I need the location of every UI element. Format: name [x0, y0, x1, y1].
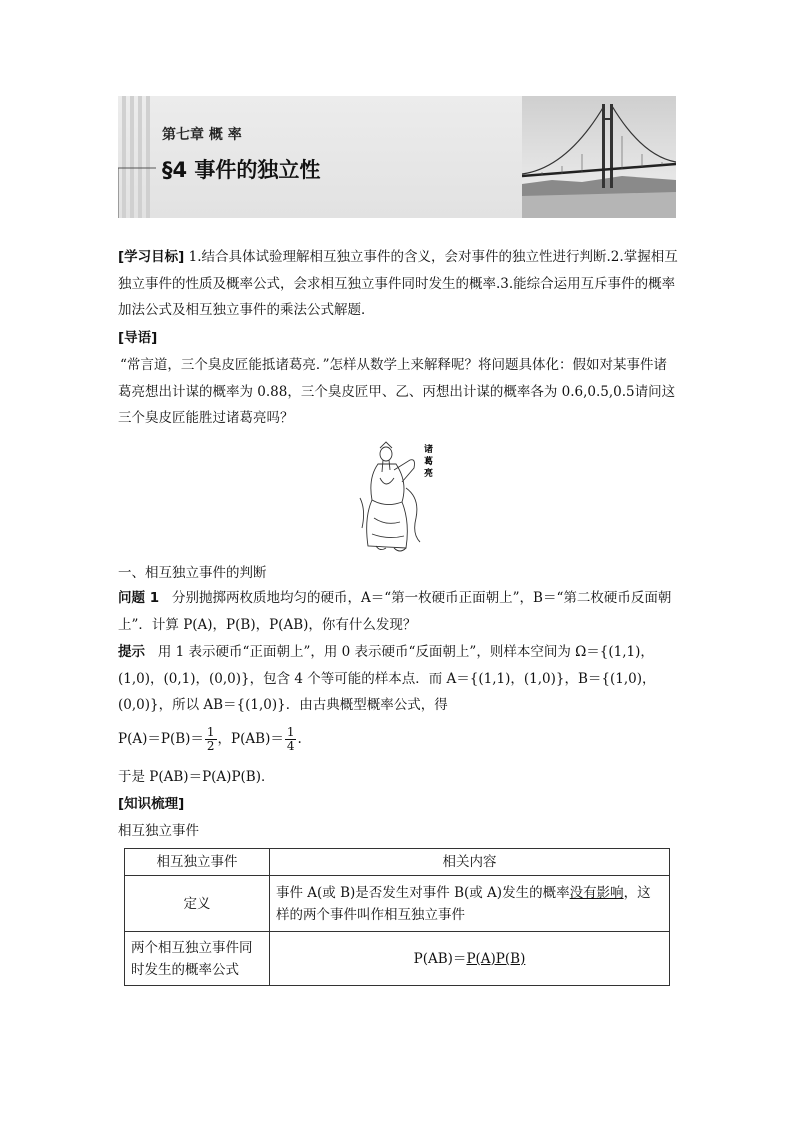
table-row — [125, 876, 670, 932]
chapter-banner — [118, 96, 676, 218]
hint-text: 用 1 表示硬币“正面朝上”，用 0 表示硬币“反面朝上”，则样本空间为 Ω＝{(1,1)，(1,0)，(0,1)，(0,0)}，包含 4 个等可能的样本点．而 A＝{(1,1)，(1,0)}，B＝{(1,0)，(0,0)}，所以 AB＝{(1,0)}．由古典概型概率公式，得 — [118, 644, 656, 713]
question-1 — [118, 585, 678, 638]
definition-underlined: 没有影响 — [569, 884, 624, 901]
knowledge-label-text: [知识梳理] — [118, 796, 185, 812]
probability-formula — [118, 726, 678, 753]
table-row — [125, 932, 670, 986]
frac2-numerator: 1 — [286, 725, 295, 739]
formula-text: P(AB)＝ — [413, 950, 467, 967]
definition-content — [270, 876, 670, 932]
bridge-photo-icon — [522, 96, 676, 218]
table-header-row — [125, 849, 670, 876]
fraction-one-half — [205, 726, 217, 753]
formula-label: 两个相互独立事件同时发生的概率公式 — [125, 932, 270, 986]
frac1-denominator: 2 — [206, 739, 215, 753]
definition-text-end: ，这样的两个事件叫作相互独立事件 — [276, 884, 651, 923]
section-heading: 一、相互独立事件的判断 — [118, 565, 267, 581]
formula-left: P(A)＝P(B)＝ — [118, 731, 204, 747]
definition-text: 事件 A(或 B)是否发生对事件 B(或 A)发生的概率 — [276, 884, 570, 901]
conclusion: 于是 P(AB)＝P(A)P(B)． — [118, 769, 275, 785]
objectives-text: 1.结合具体试验理解相互独立事件的含义，会对事件的独立性进行判断.2.掌握相互独立事件的性质及概率公式，会求相互独立事件同时发生的概率.3.能综合运用互斥事件的概率加法公式及相互独立事件的乘法公式解题． — [118, 249, 678, 318]
learning-objectives — [118, 244, 678, 324]
zhuge-liang-figure-icon — [350, 438, 442, 556]
figure-caption-char3: 亮 — [424, 469, 434, 479]
chapter-label: 第七章 概 率 — [162, 127, 242, 143]
hint-label: 提示 — [118, 644, 145, 660]
knowledge-subtitle: 相互独立事件 — [118, 823, 199, 839]
intro-label-text: [导语] — [118, 330, 158, 346]
frac1-numerator: 1 — [206, 725, 215, 739]
hint — [118, 639, 678, 719]
objectives-label: [学习目标] — [118, 249, 185, 265]
formula-mid: ，P(AB)＝ — [217, 731, 284, 747]
question-text: 分别抛掷两枚质地均匀的硬币，A＝“第一枚硬币正面朝上”，B＝“第二枚硬币反面朝上”．计算 P(A)，P(B)，P(AB)，你有什么发现？ — [118, 590, 672, 633]
independent-events-table — [124, 848, 670, 986]
question-label: 问题 1 — [118, 590, 160, 606]
knowledge-label — [118, 791, 678, 818]
definition-label: 定义 — [125, 876, 270, 932]
formula-underlined: P(A)P(B) — [466, 950, 526, 967]
intro-label — [118, 325, 678, 352]
formula-end: . — [297, 731, 302, 747]
fraction-one-quarter — [285, 726, 297, 753]
figure-caption-char2: 葛 — [424, 457, 434, 467]
section-title: §4 事件的独立性 — [162, 158, 321, 182]
intro-text: “常言道，三个臭皮匠能抵诸葛亮．”怎样从数学上来解释呢？将问题具体化：假如对某事件诸葛亮想出计谋的概率为 0.88，三个臭皮匠甲、乙、丙想出计谋的概率各为 0.6,0.5,0.5请问这三个臭皮匠能胜过诸葛亮吗？ — [118, 357, 676, 426]
table-header-cell: 相互独立事件 — [125, 849, 270, 876]
formula-content — [270, 932, 670, 986]
frac2-denominator: 4 — [286, 739, 295, 753]
figure-caption-char1: 诸 — [424, 445, 434, 455]
table-header-cell: 相关内容 — [270, 849, 670, 876]
